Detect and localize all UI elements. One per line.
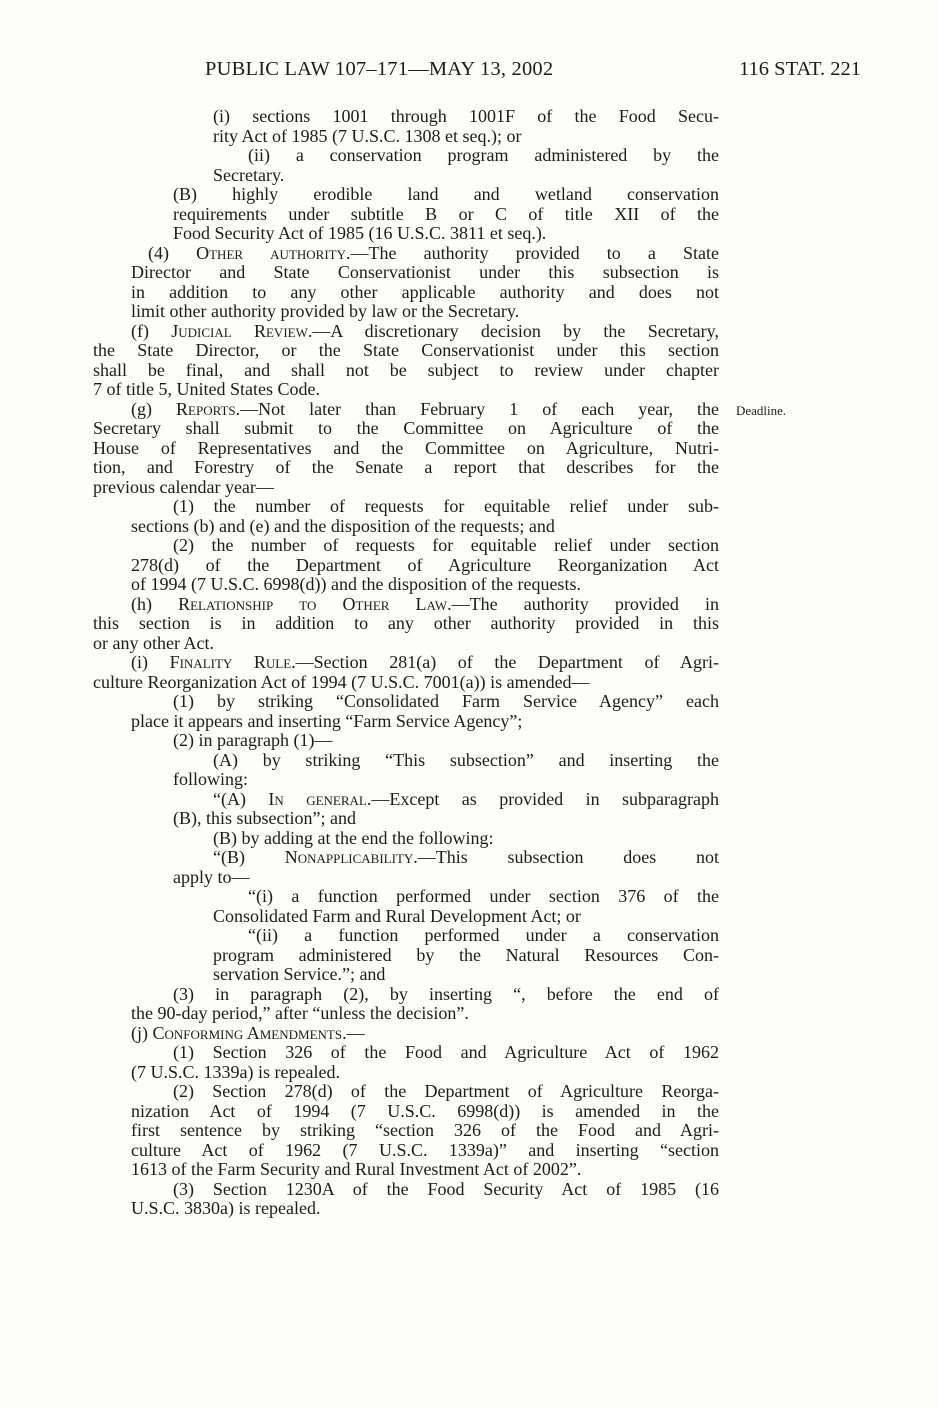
line-text: 7 of title 5, United States Code. [93, 379, 320, 399]
line-text: this section is in addition to any other authority provided in this [93, 613, 719, 633]
text-line [93, 1004, 719, 1024]
text-line [93, 985, 719, 1005]
line-text: previous calendar year— [93, 476, 274, 497]
text-line [93, 751, 719, 771]
line-text: or any other Act. [93, 632, 214, 653]
line-text: (4) [148, 242, 197, 263]
text-line [93, 283, 719, 303]
text-line [93, 712, 719, 732]
line-text: .—This subsection does not [413, 847, 719, 867]
line-text: Food Security Act of 1985 (16 U.S.C. 3811 et seq.). [173, 223, 547, 243]
line-text: in addition to any other applicable authority and does not [131, 281, 719, 302]
text-line [93, 1063, 719, 1083]
line-text: Secretary shall submit to the Committee on Agriculture of the [93, 418, 719, 438]
line-text: (2) Section 278(d) of the Department of Agriculture Reorga- [173, 1081, 719, 1101]
section-heading: Other authority [196, 242, 346, 263]
section-heading: Relationship to Other Law [178, 593, 448, 614]
text-line [93, 1121, 719, 1141]
text-line [93, 341, 719, 361]
document-body [93, 107, 719, 1219]
text-line [93, 556, 719, 576]
text-line [93, 634, 719, 654]
text-line [93, 692, 719, 712]
line-text: (2) in paragraph (1)— [173, 730, 333, 750]
line-text: “(A) [213, 788, 269, 809]
line-text: .—The authority provided in [447, 593, 719, 614]
page-header [205, 58, 861, 88]
line-text: (ii) a conservation program administered by the [248, 145, 719, 165]
text-line [93, 1160, 719, 1180]
text-line [93, 322, 719, 342]
line-text: (B) by adding at the end the following: [213, 827, 494, 848]
line-text: following: [173, 769, 248, 789]
line-text: apply to— [173, 866, 250, 887]
line-text: requirements under subtitle B or C of title XII of the [173, 203, 719, 224]
section-heading: Finality Rule [169, 652, 292, 672]
text-line [93, 224, 719, 244]
section-heading: Judicial Review [171, 320, 308, 341]
text-line [93, 127, 719, 147]
text-line [93, 1043, 719, 1063]
header-right: 116 STAT. 221 [739, 58, 861, 80]
text-line [93, 185, 719, 205]
text-line [93, 166, 719, 186]
text-line [93, 809, 719, 829]
header-left: PUBLIC LAW 107–171—MAY 13, 2002 [205, 58, 554, 80]
text-line [93, 770, 719, 790]
line-text: .—Section 281(a) of the Department of Agri- [291, 652, 720, 672]
line-text: (f) [131, 320, 172, 341]
line-text: tion, and Forestry of the Senate a report that describes for the [93, 457, 719, 477]
line-text: “(B) [213, 847, 285, 867]
line-text: .—The authority provided to a State [346, 242, 720, 263]
text-line [93, 439, 719, 459]
section-heading: Reports [176, 398, 236, 419]
line-text: shall be final, and shall not be subject to review under chapter [93, 359, 719, 380]
line-text: Secretary. [213, 164, 285, 185]
line-text: .—Not later than February 1 of each year, the [235, 398, 719, 419]
line-text: rity Act of 1985 (7 U.S.C. 1308 et seq.); or [213, 125, 522, 146]
section-heading: Nonapplicability [284, 847, 414, 867]
text-line [93, 497, 719, 517]
text-line [93, 263, 719, 283]
text-line [93, 1180, 719, 1200]
line-text: (g) [131, 398, 177, 419]
line-text: (1) the number of requests for equitable relief under sub- [173, 496, 719, 516]
line-text: (i) sections 1001 through 1001F of the Food Secu- [213, 106, 719, 126]
line-text: 278(d) of the Department of Agriculture Reorganization Act [131, 554, 719, 575]
section-heading: Conforming Amendments [152, 1022, 343, 1043]
text-line [93, 419, 719, 439]
text-line [93, 478, 719, 498]
line-text: the State Director, or the State Conservationist under this section [93, 340, 719, 360]
line-text: nization Act of 1994 (7 U.S.C. 6998(d)) is amended in the [131, 1100, 719, 1121]
text-line [93, 536, 719, 556]
text-line [93, 1141, 719, 1161]
line-text: culture Act of 1962 (7 U.S.C. 1339a)” and inserting “section [131, 1139, 719, 1160]
text-line [93, 1199, 719, 1219]
text-line [93, 517, 719, 537]
line-text: Director and State Conservationist under this subsection is [131, 262, 719, 282]
section-heading: In general [268, 788, 367, 809]
text-line [93, 673, 719, 693]
text-line [93, 1024, 719, 1044]
text-line [93, 926, 719, 946]
line-text: (3) in paragraph (2), by inserting “, before the end of [173, 983, 719, 1004]
line-text: House of Representatives and the Committee on Agriculture, Nutri- [93, 437, 719, 458]
text-line [93, 1082, 719, 1102]
text-line [93, 946, 719, 966]
line-text: 1613 of the Farm Security and Rural Investment Act of 2002”. [131, 1159, 582, 1179]
text-line [93, 400, 719, 420]
line-text: (A) by striking “This subsection” and inserting the [213, 749, 719, 770]
line-text: limit other authority provided by law or the Secretary. [131, 301, 520, 321]
line-text: (B), this subsection”; and [173, 808, 356, 828]
text-line [93, 458, 719, 478]
text-line [93, 868, 719, 888]
line-text: place it appears and inserting “Farm Service Agency”; [131, 710, 523, 731]
text-line [93, 790, 719, 810]
line-text: program administered by the Natural Resources Con- [213, 944, 719, 965]
line-text: culture Reorganization Act of 1994 (7 U.S.C. 7001(a)) is amended— [93, 671, 590, 692]
line-text: Consolidated Farm and Rural Development Act; or [213, 905, 581, 926]
line-text: (1) by striking “Consolidated Farm Service Agency” each [173, 691, 719, 711]
text-line [93, 731, 719, 751]
line-text: (h) [131, 593, 179, 614]
text-line [93, 829, 719, 849]
line-text: (2) the number of requests for equitable relief under section [173, 535, 719, 555]
line-text: .—A discretionary decision by the Secretary, [307, 320, 719, 341]
line-text: first sentence by striking “section 326 of the Food and Agri- [131, 1120, 719, 1140]
line-text: “(i) a function performed under section 376 of the [248, 886, 719, 906]
line-text: of 1994 (7 U.S.C. 6998(d)) and the disposition of the requests. [131, 574, 581, 594]
text-line [93, 244, 719, 264]
line-text: (3) Section 1230A of the Food Security Act of 1985 (16 [173, 1178, 719, 1199]
text-line [93, 361, 719, 381]
line-text: “(ii) a function performed under a conservation [248, 925, 719, 945]
text-line [93, 907, 719, 927]
line-text: (7 U.S.C. 1339a) is repealed. [131, 1061, 340, 1082]
text-line [93, 595, 719, 615]
text-line [93, 848, 719, 868]
line-text: servation Service.”; and [213, 964, 386, 984]
line-text: the 90-day period,” after “unless the decision”. [131, 1003, 469, 1023]
line-text: U.S.C. 3830a) is repealed. [131, 1198, 321, 1218]
text-line [93, 965, 719, 985]
text-line [93, 205, 719, 225]
text-line [93, 380, 719, 400]
text-line [93, 1102, 719, 1122]
line-text: .—Except as provided in subparagraph [366, 788, 719, 809]
text-line [93, 887, 719, 907]
text-line [93, 107, 719, 127]
margin-note: Deadline. [736, 403, 787, 418]
text-line [93, 614, 719, 634]
text-line [93, 302, 719, 322]
text-line [93, 146, 719, 166]
line-text: .— [342, 1022, 365, 1043]
line-text: (1) Section 326 of the Food and Agriculture Act of 1962 [173, 1042, 719, 1062]
line-text: (i) [131, 652, 170, 672]
line-text: (B) highly erodible land and wetland conservation [173, 184, 719, 204]
line-text: sections (b) and (e) and the disposition of the requests; and [131, 515, 555, 536]
text-line [93, 653, 719, 673]
text-line [93, 575, 719, 595]
line-text: (j) [131, 1022, 153, 1043]
